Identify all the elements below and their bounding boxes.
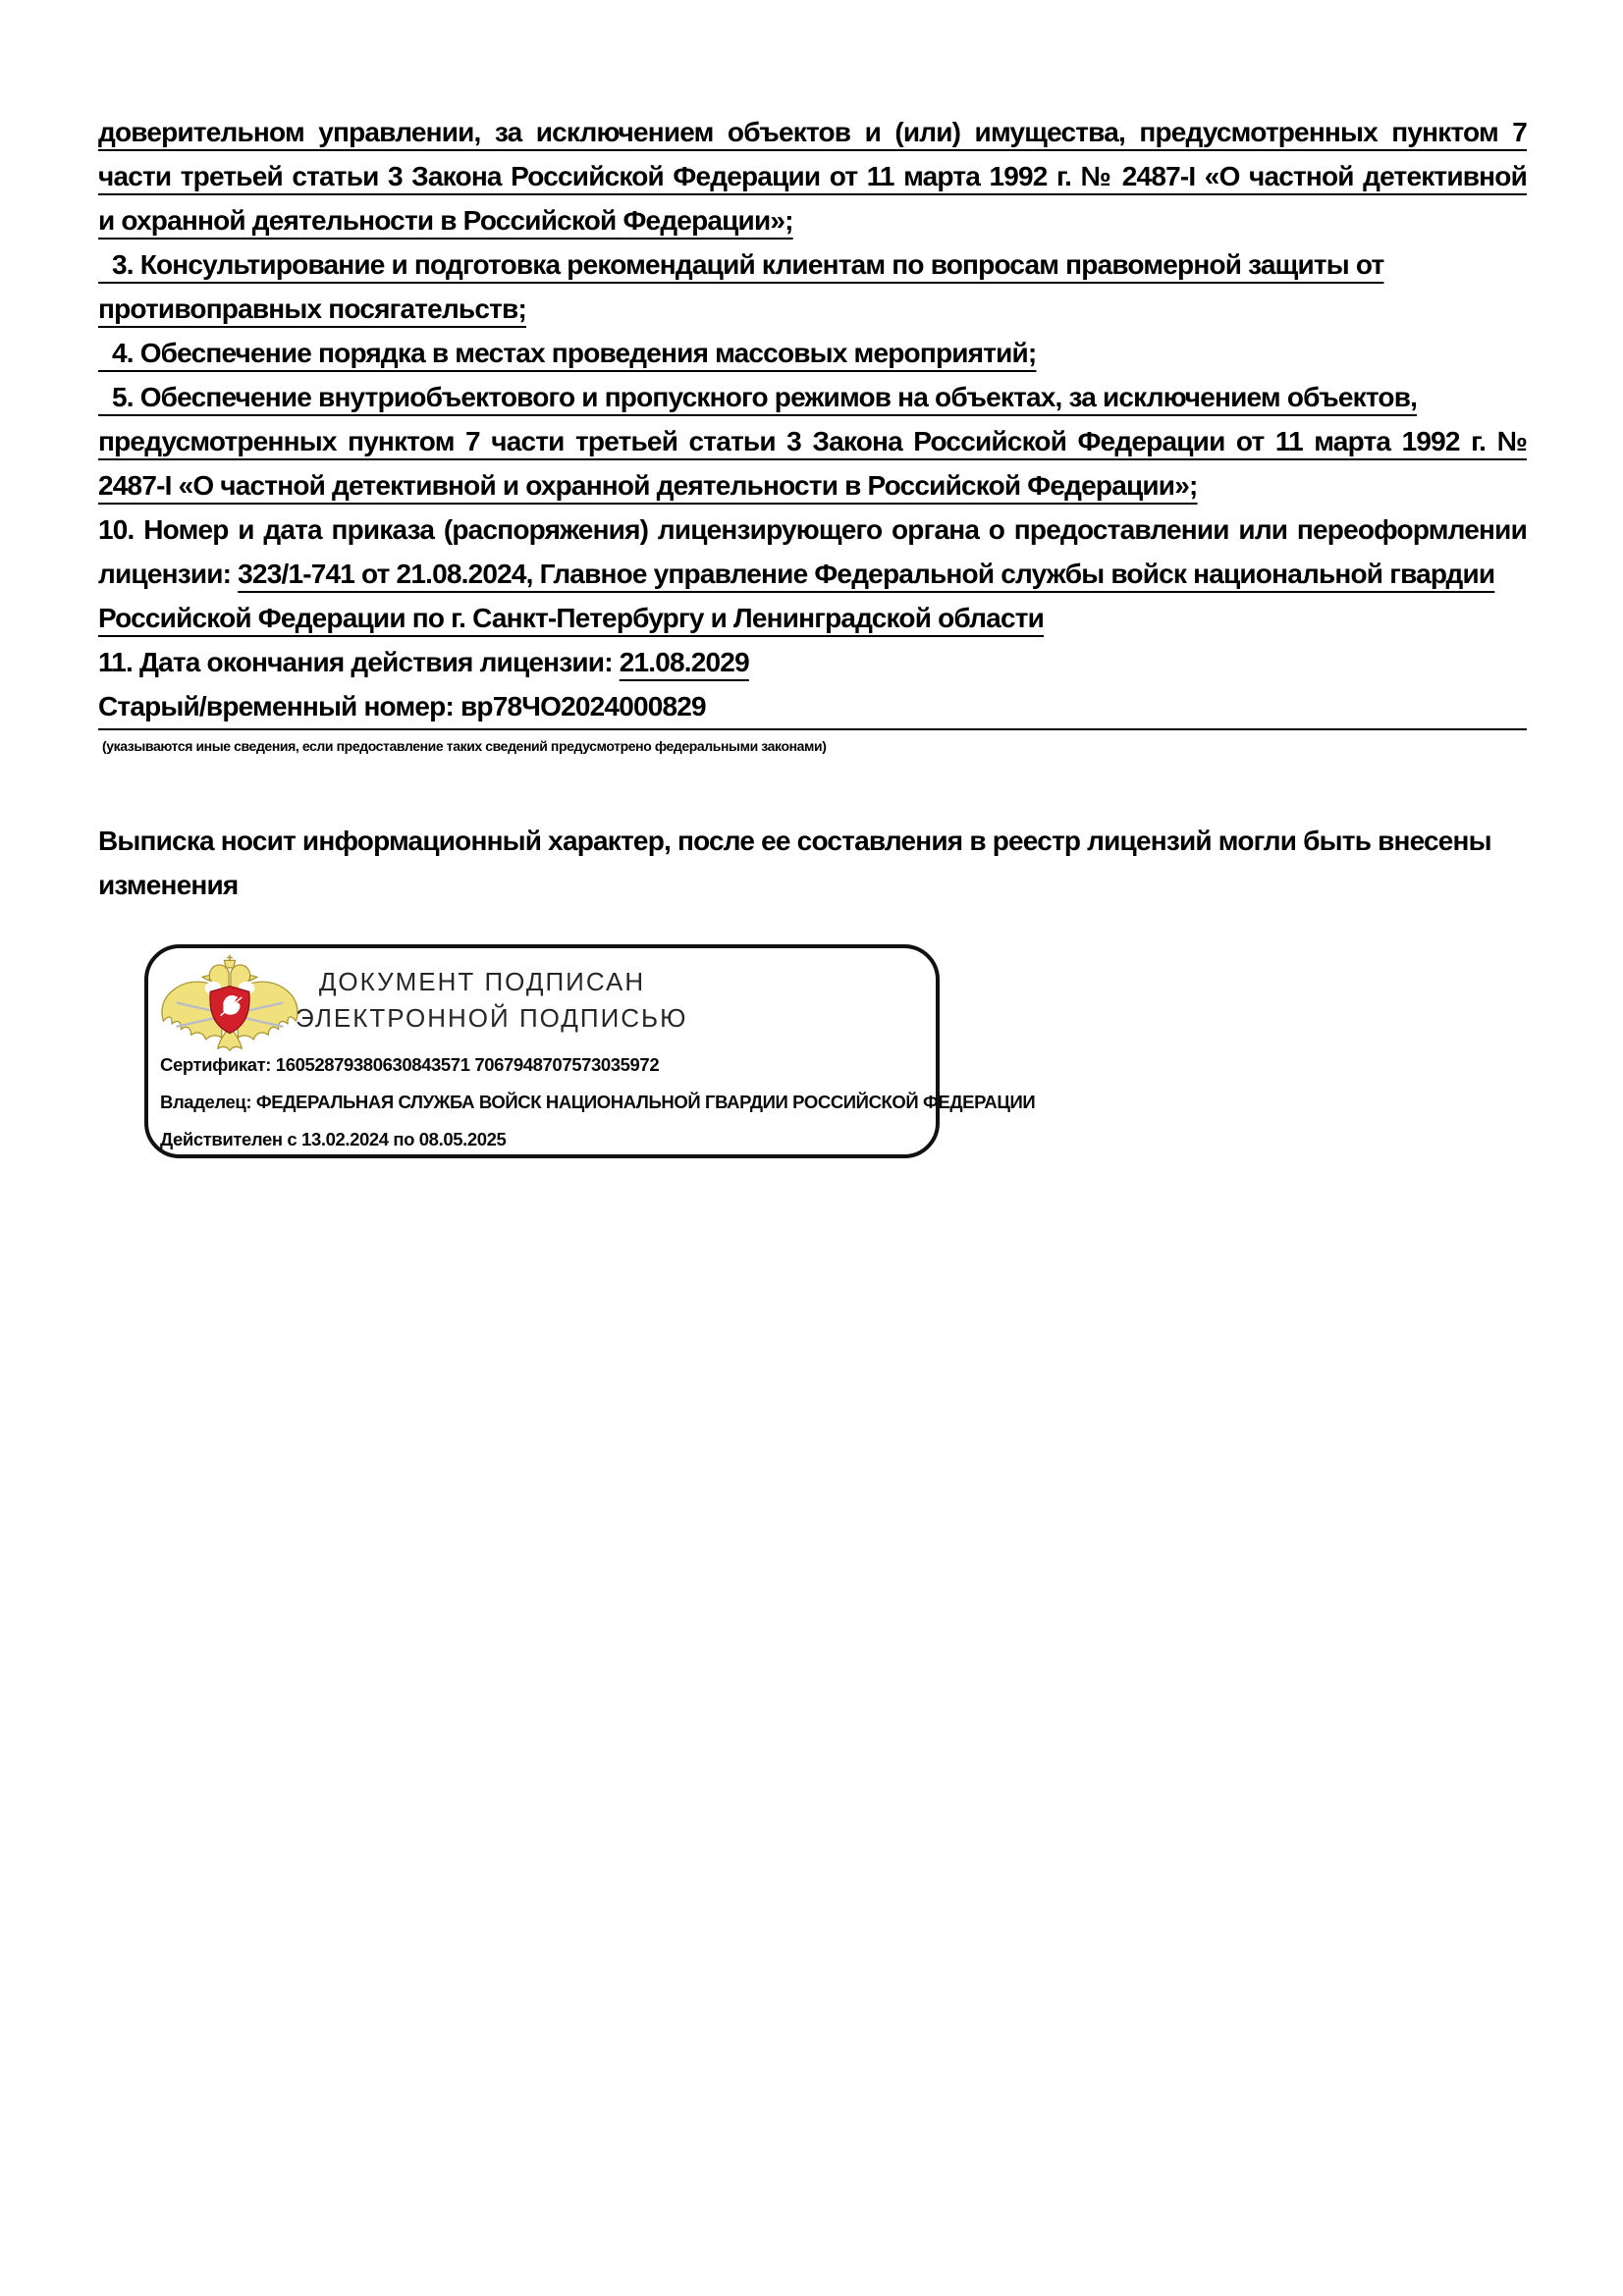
disclaimer-line-1: Выписка носит информационный характер, после ее составления в реестр лицензий могли быть внесены — [98, 826, 1491, 856]
stamp-title — [296, 964, 688, 1037]
doc-line-4 — [98, 242, 1527, 287]
doc-line-12 — [98, 596, 1527, 640]
validity-line: Действителен с 13.02.2024 по 08.05.2025 — [160, 1129, 507, 1149]
stamp-title-line-2: ЭЛЕКТРОННОЙ ПОДПИСЬЮ — [296, 1003, 688, 1033]
doc-line-2 — [98, 154, 1527, 198]
doc-line-5 — [98, 287, 1527, 331]
underlined-text: и охранной деятельности в Российской Федерации»; — [98, 205, 793, 236]
license-extract-body — [98, 110, 1527, 907]
field-label: 10. Номер и дата приказа (распоряжения) лицензирующего органа о предоставлении или переоформлении — [98, 514, 1527, 545]
field-value-underlined: 323/1-741 от 21.08.2024, Главное управление Федеральной службы войск национальной гвардии — [238, 559, 1495, 589]
underlined-text: предусмотренных пунктом 7 части третьей статьи 3 Закона Российской Федерации от 11 марта 1992 г. № — [98, 426, 1527, 456]
field-label: лицензии: — [98, 559, 239, 589]
certificate-line: Сертификат: 16052879380630843571 7067948707573035972 — [160, 1054, 660, 1075]
doc-line-9 — [98, 463, 1527, 507]
doc-line-10 — [98, 507, 1527, 552]
signature-stamp — [144, 944, 1036, 1158]
underlined-text: 5. Обеспечение внутриобъектового и пропускного режимов на объектах, за исключением объектов, — [98, 382, 1418, 412]
form-footnote: (указываются иные сведения, если предоставление таких сведений предусмотрено федеральными законами) — [102, 738, 827, 754]
license-expiry-date: 21.08.2029 — [619, 647, 749, 677]
stamp-info — [160, 1046, 1036, 1158]
doc-line-6 — [98, 331, 1527, 375]
doc-line-14-old-number — [98, 684, 1527, 730]
doc-line-1 — [98, 110, 1527, 154]
underlined-text: 3. Консультирование и подготовка рекомендаций клиентам по вопросам правомерной защиты от — [98, 249, 1384, 280]
underlined-text: части третьей статьи 3 Закона Российской Федерации от 11 марта 1992 г. № 2487-I «О частной детективной — [98, 161, 1527, 191]
old-temp-number: Старый/временный номер: вр78ЧО2024000829 — [98, 691, 706, 721]
stamp-title-line-1: ДОКУМЕНТ ПОДПИСАН — [318, 967, 646, 996]
field-label: 11. Дата окончания действия лицензии: — [98, 647, 620, 677]
disclaimer — [98, 819, 1527, 907]
disclaimer-line-2: изменения — [98, 870, 239, 900]
rosgvardia-emblem-icon — [156, 954, 303, 1052]
doc-line-13 — [98, 640, 1527, 684]
underlined-text: 2487-I «О частной детективной и охранной деятельности в Российской Федерации»; — [98, 470, 1198, 501]
doc-line-3 — [98, 198, 1527, 242]
underlined-text: Российской Федерации по г. Санкт-Петербургу и Ленинградской области — [98, 603, 1045, 633]
doc-line-8 — [98, 419, 1527, 463]
underlined-text: 4. Обеспечение порядка в местах проведения массовых мероприятий; — [98, 338, 1037, 368]
doc-line-11 — [98, 552, 1527, 596]
doc-line-7 — [98, 375, 1527, 419]
underlined-text: противоправных посягательств; — [98, 294, 526, 324]
owner-line: Владелец: ФЕДЕРАЛЬНАЯ СЛУЖБА ВОЙСК НАЦИОНАЛЬНОЙ ГВАРДИИ РОССИЙСКОЙ ФЕДЕРАЦИИ — [160, 1092, 1036, 1112]
underlined-text: доверительном управлении, за исключением объектов и (или) имущества, предусмотренных пунктом 7 — [98, 117, 1527, 147]
